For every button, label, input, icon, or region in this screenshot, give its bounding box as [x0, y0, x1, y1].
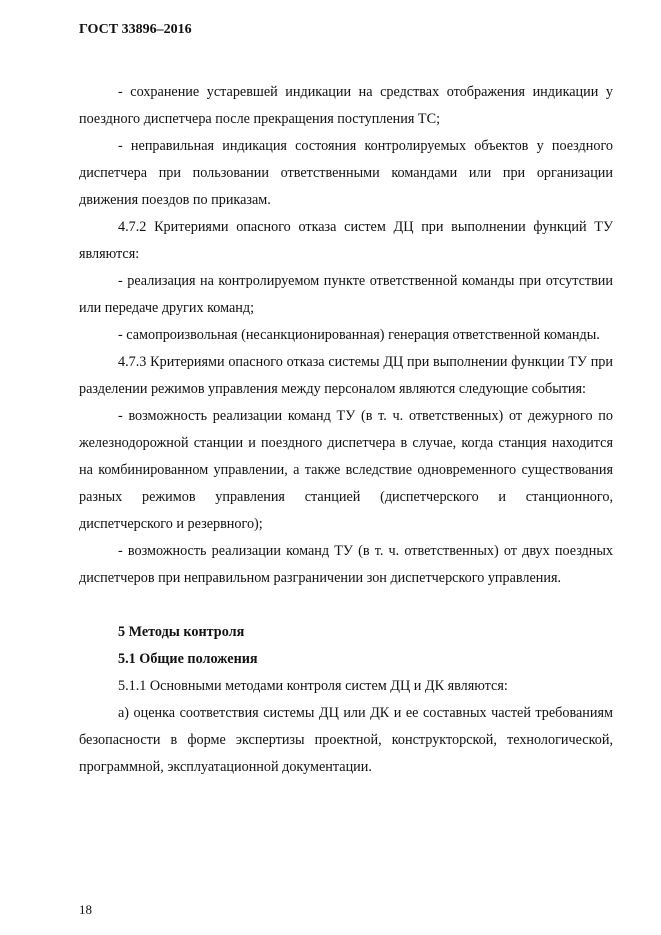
list-item: - самопроизвольная (несанкционированная) генерация ответственной команды.	[118, 327, 600, 343]
list-item: - возможность реализации команд ТУ (в т. ч. ответственных) от двух поездных диспетчеров при неправильном разграничении зон диспетчерского управления.	[79, 543, 613, 586]
document-header: ГОСТ 33896–2016	[79, 22, 192, 37]
list-item: - сохранение устаревшей индикации на средствах отображения индикации у поездного диспетчера после прекращения поступления ТС;	[79, 84, 613, 127]
section-heading: 5 Методы контроля	[118, 624, 245, 640]
clause-4-7-3: 4.7.3 Критериями опасного отказа системы ДЦ при выполнении функции ТУ при разделении режимов управления между персоналом являются следующие события:	[79, 354, 613, 397]
subsection-heading: 5.1 Общие положения	[118, 651, 258, 667]
clause-5-1-1: 5.1.1 Основными методами контроля систем ДЦ и ДК являются:	[118, 678, 508, 694]
list-item: - реализация на контролируемом пункте ответственной команды при отсутствии или передаче других команд;	[79, 273, 613, 316]
list-item: а) оценка соответствия системы ДЦ или ДК и ее составных частей требованиям безопасности в форме экспертизы проектной, конструкторской, технологической, программной, эксплуатационной документации.	[79, 705, 613, 775]
section-spacer	[79, 592, 613, 619]
clause-4-7-2: 4.7.2 Критериями опасного отказа систем ДЦ при выполнении функций ТУ являются:	[79, 219, 613, 262]
list-item: - неправильная индикация состояния контролируемых объектов у поездного диспетчера при пользовании ответственными командами или при организации движения поездов по приказам.	[79, 138, 613, 208]
page-body	[79, 79, 613, 781]
page-number: 18	[79, 902, 92, 917]
list-item: - возможность реализации команд ТУ (в т. ч. ответственных) от дежурного по железнодорожной станции и поездного диспетчера в случае, когда станция находится на комбинированном управлении, а также вследствие одновременного существования разных режимов управления станцией (диспетчерского и станционного, диспетчерского и резервного);	[79, 408, 613, 532]
